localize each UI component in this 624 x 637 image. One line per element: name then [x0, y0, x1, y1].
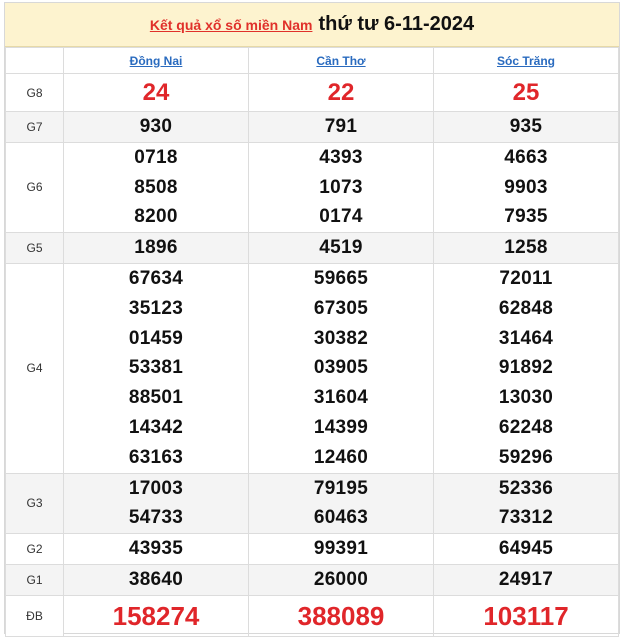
- province-link[interactable]: Sóc Trăng: [496, 53, 555, 68]
- result-cell: [249, 233, 434, 264]
- winning-number: 35123: [128, 297, 184, 319]
- result-cell: [434, 564, 619, 595]
- winning-number: 99391: [313, 538, 369, 560]
- result-cell: [434, 142, 619, 232]
- province-header: [434, 48, 619, 74]
- prize-row: [6, 534, 619, 565]
- winning-number: 67634: [128, 267, 184, 289]
- winning-number: 14342: [128, 416, 184, 438]
- winning-number: 43935: [128, 538, 184, 560]
- winning-number: 17003: [128, 477, 184, 499]
- result-cell: [249, 534, 434, 565]
- winning-number: 930: [139, 116, 173, 137]
- result-cell: [64, 534, 249, 565]
- winning-number: 9903: [504, 176, 548, 198]
- prize-row: [6, 263, 619, 473]
- result-cell: [64, 233, 249, 264]
- province-header-row: [6, 48, 619, 74]
- winning-number: 59296: [498, 446, 554, 468]
- winning-number: 73312: [498, 507, 554, 529]
- result-cell: [249, 142, 434, 232]
- prize-label: G7: [6, 112, 64, 143]
- winning-number: 4663: [504, 146, 548, 168]
- winning-number: 79195: [313, 477, 369, 499]
- prize-label: G1: [6, 564, 64, 595]
- winning-number: 64945: [498, 538, 554, 560]
- winning-number: 26000: [313, 568, 369, 590]
- winning-number: 4519: [319, 237, 363, 259]
- prize-label: G2: [6, 534, 64, 565]
- region-results-link[interactable]: Kết quả xổ số miền Nam: [149, 16, 313, 33]
- result-cell: [434, 233, 619, 264]
- winning-number: 25: [512, 79, 540, 106]
- winning-number: 67305: [313, 297, 369, 319]
- prize-label: G8: [6, 74, 64, 112]
- draw-date: thứ tư 6-11-2024: [318, 13, 475, 35]
- winning-number: 13030: [498, 387, 554, 409]
- result-cell: [434, 263, 619, 473]
- result-cell: [249, 112, 434, 143]
- winning-number: 8508: [134, 176, 178, 198]
- prize-row: [6, 564, 619, 595]
- result-cell: [64, 473, 249, 534]
- prize-row: [6, 233, 619, 264]
- winning-number: 0718: [134, 146, 178, 168]
- result-cell: [249, 263, 434, 473]
- winning-number: 03905: [313, 357, 369, 379]
- province-header: [249, 48, 434, 74]
- winning-number: 791: [324, 116, 358, 137]
- province-link[interactable]: Cần Thơ: [316, 53, 366, 68]
- result-cell: [64, 74, 249, 112]
- result-cell: [434, 112, 619, 143]
- prize-label: G5: [6, 233, 64, 264]
- winning-number: 63163: [128, 446, 184, 468]
- winning-number: 60463: [313, 507, 369, 529]
- prize-label: G3: [6, 473, 64, 534]
- result-cell: [434, 74, 619, 112]
- prize-row: [6, 142, 619, 232]
- prize-label: G4: [6, 263, 64, 473]
- results-panel: [4, 2, 620, 634]
- result-cell: [64, 263, 249, 473]
- result-cell: [249, 595, 434, 636]
- prize-row: [6, 473, 619, 534]
- results-table: [5, 47, 619, 637]
- winning-number: 8200: [134, 206, 178, 228]
- winning-number: 12460: [313, 446, 369, 468]
- winning-number: 52336: [498, 477, 554, 499]
- province-header: [64, 48, 249, 74]
- winning-number: 88501: [128, 387, 184, 409]
- winning-number: 30382: [313, 327, 369, 349]
- winning-number: 103117: [483, 600, 569, 631]
- prize-row: [6, 595, 619, 636]
- winning-number: 24: [142, 79, 170, 106]
- winning-number: 72011: [499, 267, 553, 289]
- result-cell: [249, 473, 434, 534]
- winning-number: 1258: [504, 237, 548, 259]
- winning-number: 1896: [134, 237, 178, 259]
- winning-number: 62248: [498, 416, 554, 438]
- winning-number: 22: [327, 79, 355, 106]
- winning-number: 31604: [313, 387, 369, 409]
- winning-number: 7935: [504, 206, 548, 228]
- winning-number: 62848: [498, 297, 554, 319]
- winning-number: 388089: [297, 600, 385, 631]
- winning-number: 14399: [313, 416, 369, 438]
- winning-number: 38640: [128, 568, 184, 590]
- result-cell: [434, 473, 619, 534]
- winning-number: 31464: [498, 327, 554, 349]
- winning-number: 935: [509, 116, 543, 137]
- province-link[interactable]: Đồng Nai: [129, 53, 183, 68]
- winning-number: 0174: [319, 206, 363, 228]
- result-cell: [64, 112, 249, 143]
- winning-number: 53381: [128, 357, 184, 379]
- winning-number: 1073: [319, 176, 363, 198]
- winning-number: 54733: [128, 507, 184, 529]
- results-body: [6, 74, 619, 637]
- prize-column-header: [6, 48, 64, 74]
- prize-label: G6: [6, 142, 64, 232]
- winning-number: 01459: [128, 327, 184, 349]
- results-header: [5, 3, 619, 47]
- prize-row: [6, 112, 619, 143]
- prize-row: [6, 74, 619, 112]
- result-cell: [64, 564, 249, 595]
- winning-number: 4393: [319, 146, 363, 168]
- result-cell: [434, 534, 619, 565]
- winning-number: 91892: [498, 357, 554, 379]
- result-cell: [64, 142, 249, 232]
- winning-number: 158274: [112, 600, 200, 631]
- result-cell: [249, 74, 434, 112]
- prize-label: ĐB: [6, 595, 64, 636]
- result-cell: [64, 595, 249, 636]
- winning-number: 59665: [313, 267, 369, 289]
- winning-number: 24917: [498, 568, 554, 590]
- result-cell: [434, 595, 619, 636]
- result-cell: [249, 564, 434, 595]
